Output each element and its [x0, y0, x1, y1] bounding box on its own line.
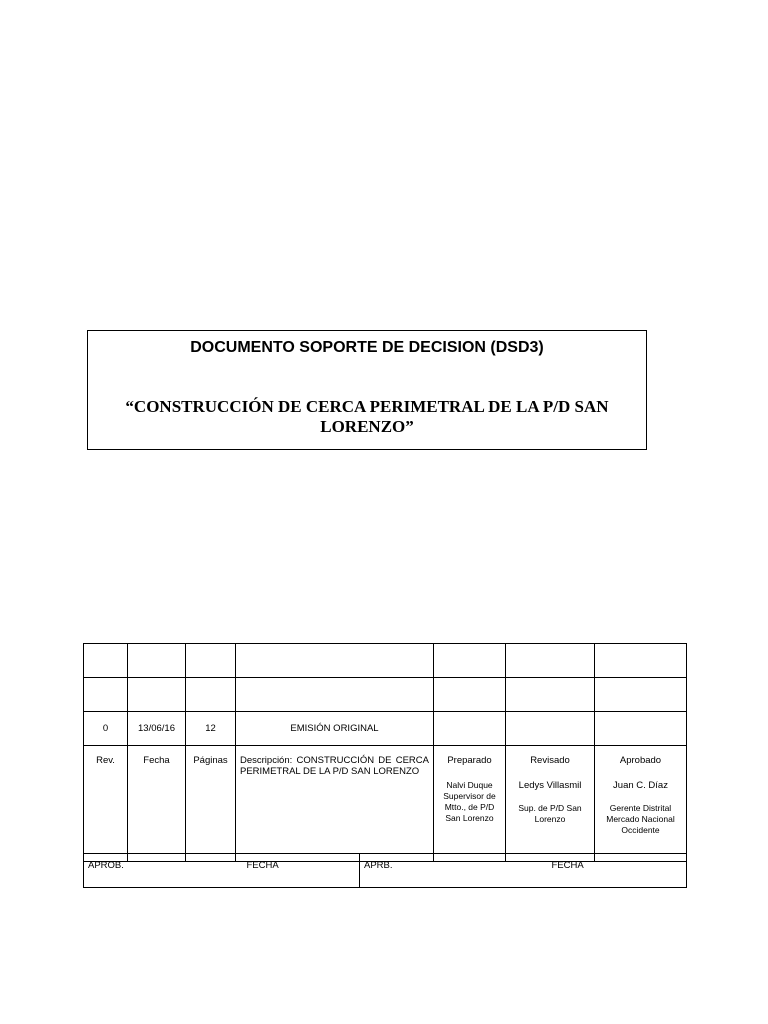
document-title: DOCUMENTO SOPORTE DE DECISION (DSD3) — [190, 339, 544, 356]
aprb-cell — [360, 854, 687, 888]
table-row-empty-2 — [84, 678, 687, 712]
table-cell — [434, 712, 506, 746]
revision-table — [83, 643, 687, 862]
approved-by-cell — [595, 746, 687, 862]
date-header: Fecha — [128, 746, 186, 862]
approval-row — [84, 854, 687, 888]
date-cell: 13/06/16 — [128, 712, 186, 746]
description-header: Descripción: CONSTRUCCIÓN DE CERCA PERIMETRAL DE LA P/D SAN LORENZO — [236, 746, 434, 862]
table-cell — [434, 644, 506, 678]
prepared-role: Supervisor de Mtto., de P/D San Lorenzo — [443, 791, 496, 823]
table-cell — [595, 712, 687, 746]
rev-header: Rev. — [84, 746, 128, 862]
aprob-label: APROB. — [88, 860, 124, 871]
table-cell — [236, 678, 434, 712]
table-cell — [506, 644, 595, 678]
table-row-empty-1 — [84, 644, 687, 678]
table-cell — [84, 644, 128, 678]
table-cell — [186, 678, 236, 712]
approved-role: Gerente Distrital Mercado Nacional Occidente — [606, 803, 675, 835]
fecha-label-2: FECHA — [551, 860, 584, 871]
table-cell — [434, 678, 506, 712]
description-cell: EMISIÓN ORIGINAL — [236, 712, 434, 746]
table-cell — [186, 644, 236, 678]
document-title-box — [87, 330, 647, 450]
table-cell — [506, 678, 595, 712]
table-cell — [128, 644, 186, 678]
reviewed-name: Ledys Villasmil — [518, 780, 582, 791]
reviewed-by-cell — [506, 746, 595, 862]
table-header-row — [84, 746, 687, 862]
aprob-cell — [84, 854, 360, 888]
rev-number-cell: 0 — [84, 712, 128, 746]
pages-header: Páginas — [186, 746, 236, 862]
prepared-name: Nalvi Duque — [446, 780, 493, 790]
table-cell — [128, 678, 186, 712]
prepared-label: Preparado — [447, 755, 492, 766]
table-cell — [84, 678, 128, 712]
reviewed-role: Sup. de P/D San Lorenzo — [518, 803, 582, 824]
pages-cell: 12 — [186, 712, 236, 746]
approved-label: Aprobado — [619, 755, 662, 766]
table-cell — [595, 678, 687, 712]
approved-name: Juan C. Díaz — [613, 780, 668, 791]
approval-table — [83, 853, 687, 888]
table-cell — [236, 644, 434, 678]
table-row-revision-0 — [84, 712, 687, 746]
table-cell — [506, 712, 595, 746]
table-cell — [595, 644, 687, 678]
prepared-by-cell — [434, 746, 506, 862]
aprb-label: APRB. — [364, 860, 393, 871]
reviewed-label: Revisado — [530, 755, 570, 766]
fecha-label-1: FECHA — [246, 860, 279, 871]
document-subtitle: “CONSTRUCCIÓN DE CERCA PERIMETRAL DE LA P/D SAN LORENZO” — [125, 397, 609, 436]
